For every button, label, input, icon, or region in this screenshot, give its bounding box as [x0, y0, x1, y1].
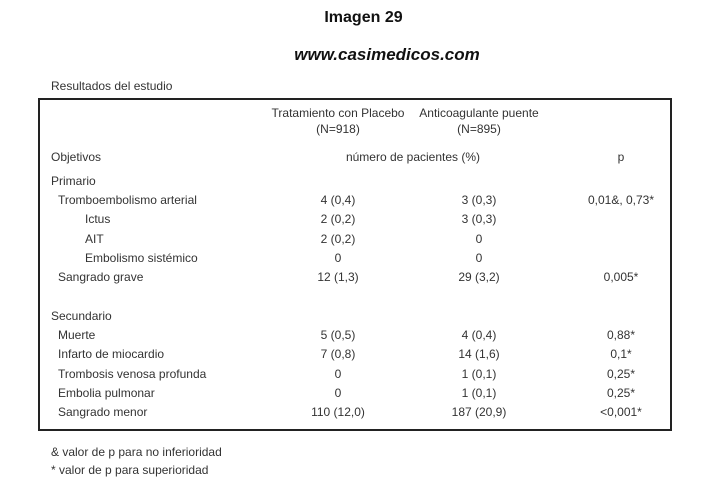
placebo-header-line1: Tratamiento con Placebo	[271, 106, 405, 120]
website-link[interactable]: www.casimedicos.com	[294, 45, 480, 64]
row-label: Sangrado grave	[58, 270, 144, 284]
placebo-value: 7 (0,8)	[320, 347, 356, 362]
anticoag-header-line2: (N=895)	[457, 122, 501, 136]
footnote: * valor de p para superioridad	[51, 463, 209, 477]
placebo-value: 0	[334, 366, 342, 381]
row-label: Sangrado menor	[58, 405, 148, 419]
row-label: Ictus	[85, 212, 111, 227]
p-label: p	[617, 150, 625, 164]
anticoag-value: 0	[475, 231, 483, 246]
placebo-value: 5 (0,5)	[320, 328, 356, 343]
p-value: 0,01&, 0,73*	[587, 193, 655, 208]
placebo-value: 2 (0,2)	[320, 231, 356, 246]
row-label: Embolia pulmonar	[58, 385, 155, 400]
p-value: <0,001*	[600, 405, 642, 419]
row-label: Infarto de miocardio	[58, 347, 165, 362]
row-label: AIT	[85, 231, 104, 246]
results-table	[38, 98, 672, 431]
footnote: & valor de p para no inferioridad	[51, 445, 222, 459]
p-value: 0,25*	[606, 385, 636, 400]
row-label: Tromboembolismo arterial	[58, 193, 197, 208]
placebo-value: 0	[334, 385, 342, 400]
anticoag-value: 3 (0,3)	[461, 212, 497, 227]
anticoag-column-header	[404, 105, 554, 137]
anticoag-value: 1 (0,1)	[461, 385, 497, 400]
anticoag-value: 4 (0,4)	[461, 328, 497, 343]
placebo-value: 2 (0,2)	[320, 212, 356, 227]
placebo-value: 110 (12,0)	[311, 405, 365, 419]
p-value: 0,88*	[606, 328, 636, 343]
table-caption: Resultados del estudio	[51, 79, 173, 93]
anticoag-value: 29 (3,2)	[458, 270, 500, 284]
image-title: Imagen 29	[324, 9, 403, 26]
objectives-label: Objetivos	[51, 150, 102, 164]
anticoag-value: 1 (0,1)	[461, 366, 497, 381]
patients-label: número de pacientes (%)	[345, 150, 481, 164]
placebo-header-line2: (N=918)	[316, 122, 360, 136]
placebo-value: 4 (0,4)	[320, 193, 356, 208]
placebo-value: 12 (1,3)	[317, 270, 359, 284]
section-title: Secundario	[51, 309, 112, 323]
p-value: 0,1*	[610, 347, 632, 362]
row-label: Muerte	[58, 328, 96, 343]
anticoag-value: 187 (20,9)	[451, 405, 507, 419]
p-value: 0,25*	[606, 366, 636, 381]
placebo-column-header	[263, 105, 413, 137]
anticoag-value: 0	[475, 250, 483, 265]
anticoag-value: 14 (1,6)	[458, 347, 500, 362]
row-label: Trombosis venosa profunda	[58, 366, 207, 381]
anticoag-header-line1: Anticoagulante puente	[419, 106, 539, 120]
section-title: Primario	[51, 174, 96, 188]
p-value: 0,005*	[603, 270, 639, 284]
placebo-value: 0	[334, 250, 342, 265]
anticoag-value: 3 (0,3)	[461, 193, 497, 208]
row-label: Embolismo sistémico	[85, 250, 198, 265]
